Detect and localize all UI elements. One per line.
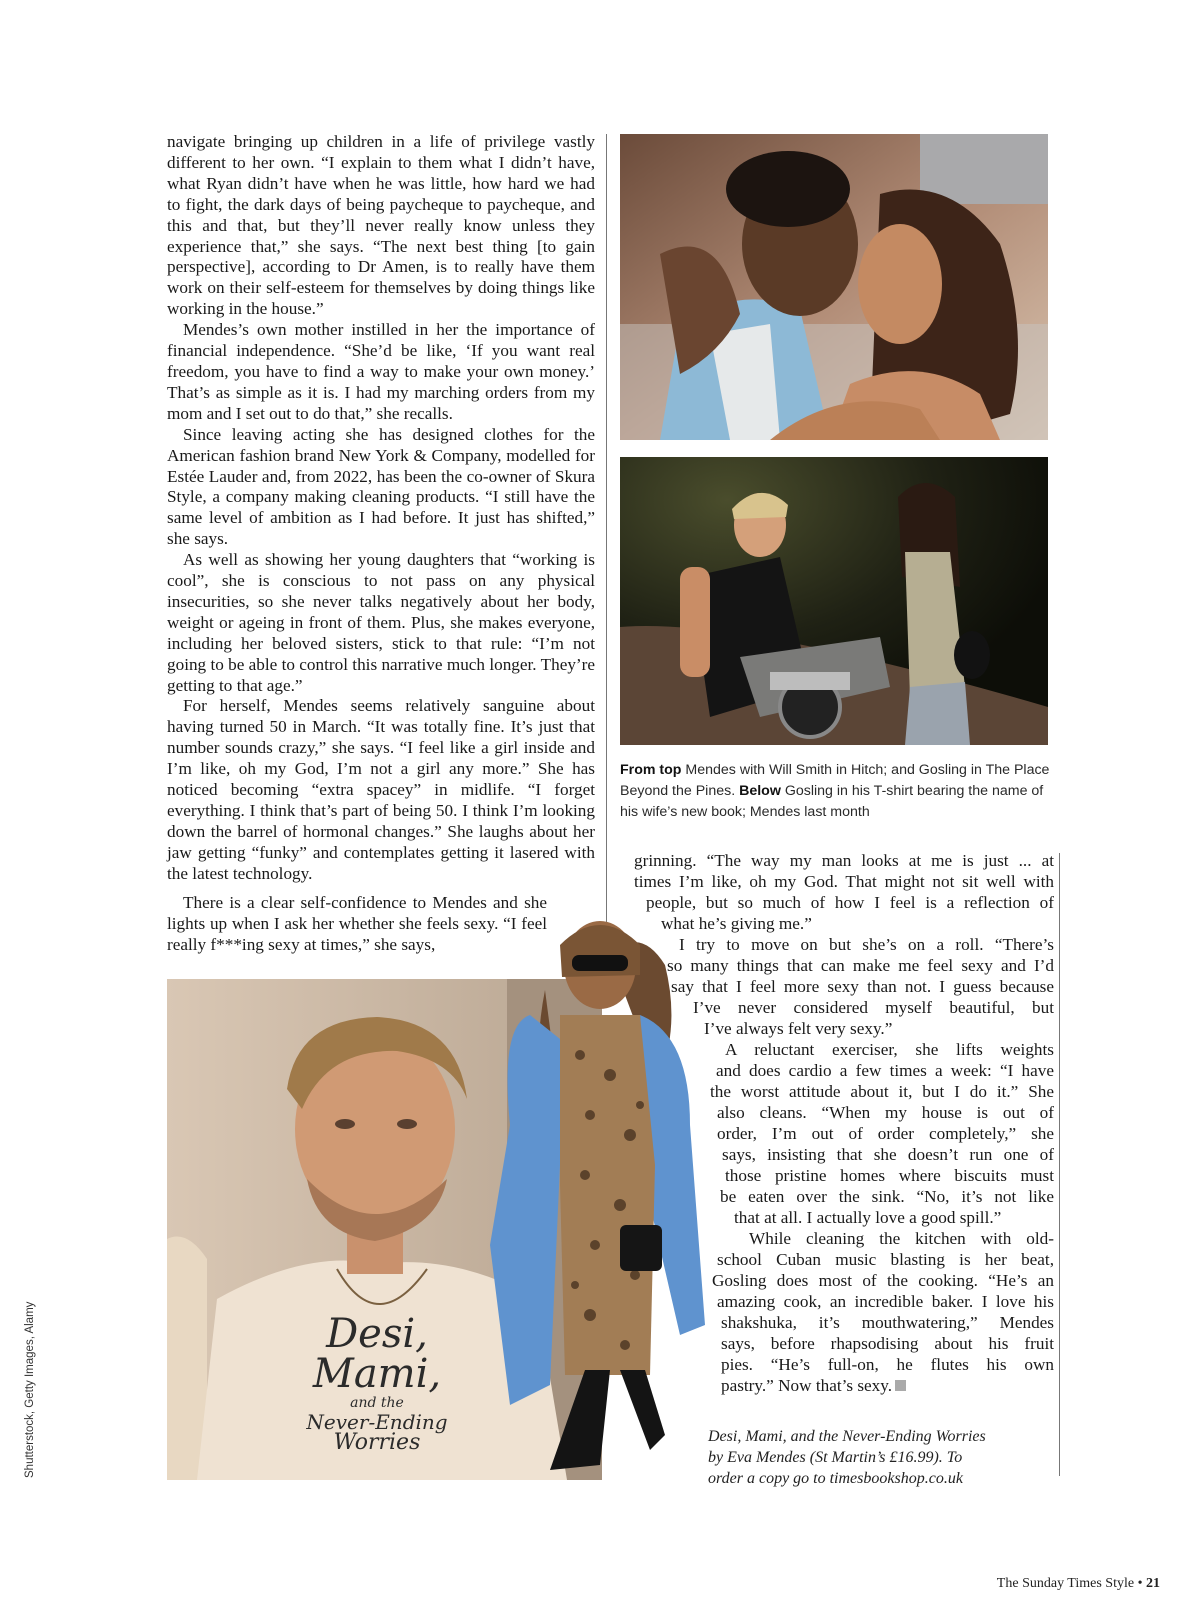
article-line: I try to move on but she’s on a roll. “There’s [679, 935, 1054, 954]
caption-lead: From top [620, 762, 682, 778]
article-line: Gosling does most of the cooking. “He’s an [712, 1271, 1054, 1290]
article-line: that at all. I actually love a good spill.” [734, 1208, 1002, 1227]
article-paragraph: As well as showing her young daughters that “working is cool”, she is conscious to not pass on any physical insecurities, so she never talks negatively about her body, weight or ageing in front of them. Plus, she makes everyone, including her beloved sisters, stick to that rule: “I’m not going to be able to control this narrative much longer. They’re getting to that age.” [167, 550, 595, 695]
article-paragraph: Since leaving acting she has designed clothes for the American fashion brand New York & Company, modelled for Estée Lauder and, from 2022, has been the co-owner of Skura Style, a company making cleaning products. “I still have the same level of ambition as I had before. It just has shifted,” she says. [167, 424, 595, 549]
article-line: those pristine homes where biscuits must [725, 1166, 1054, 1185]
tshirt-line: and the [350, 1395, 404, 1411]
publication-name: The Sunday Times Style [996, 1576, 1135, 1591]
article-paragraph: For herself, Mendes seems relatively sanguine about having turned 50 in March. “It was totally fine. It’s just that number sounds crazy,” she says. “I feel like a girl inside and I’m like, oh my God, I’m not a girl any more.” She has noticed becoming “extra spacey” in midlife. “I forget everything. I think that’s part of being 50. I think I’m looking down the barrel of hormonal changes.” She laughs about her jaw getting “funky” and contemplates getting it lasered with the latest technology. [167, 696, 595, 883]
article-line: say that I feel more sexy than not. I guess because [671, 977, 1054, 996]
article-line: shakshuka, it’s mouthwatering,” Mendes [721, 1313, 1054, 1332]
article-line: A reluctant exerciser, she lifts weights [725, 1040, 1054, 1059]
article-line: I’ve never considered myself beautiful, but [693, 998, 1054, 1017]
tshirt-print [297, 1311, 457, 1455]
article-line: also cleans. “When my house is out of [717, 1103, 1054, 1122]
article-line: the worst attitude about it, but I do it.” She [710, 1082, 1054, 1101]
column-rule-left [606, 134, 607, 950]
article-line: be eaten over the sink. “No, it’s not like [720, 1187, 1054, 1206]
article-line: and does cardio a few times a week: “I have [716, 1061, 1054, 1080]
photo-hitch-illustration [620, 134, 1048, 440]
book-info-line: order a copy go to timesbookshop.co.uk [708, 1470, 963, 1487]
caption-text: Mendes with Will Smith in Hitch; and Gosling in The Place Beyond the Pines. [620, 762, 1050, 799]
book-info-line: by Eva Mendes (St Martin’s £16.99). To [708, 1449, 963, 1466]
article-line: so many things that can make me feel sexy and I’d [667, 956, 1054, 975]
article-line: school Cuban music blasting is her beat, [717, 1250, 1054, 1269]
tshirt-line: Worries [333, 1430, 421, 1455]
article-line: times I’m like, oh my God. That might not sit well with [634, 872, 1054, 891]
book-info [708, 1426, 1038, 1489]
article-paragraph: navigate bringing up children in a life of privilege vastly different to her own. “I explain to them what I didn’t have, what Ryan didn’t have when he was little, how hard we had to fight, the dark days of being paycheque to paycheque, and this and that, but they’ll never really know unless they experience that,” she says. “The next best thing [to gain perspective], according to Dr Amen, is to really have them work on their self-esteem for themselves by doing things like working in the house.” [167, 132, 595, 319]
article-line: amazing cook, an incredible baker. I love his [717, 1292, 1054, 1311]
article-paragraph: Mendes’s own mother instilled in her the importance of financial independence. “She’d be like, ‘If you want real freedom, you have to find a way to make your own money.’ That’s as simple as it is. I had my marching orders from my mom and I set out to do that,” she recalls. [167, 320, 595, 423]
article-line: While cleaning the kitchen with old- [749, 1229, 1054, 1248]
book-info-line: Desi, Mami, and the Never-Ending Worries [708, 1428, 986, 1445]
article-line: order, I’m out of order completely,” she [717, 1124, 1054, 1143]
article-line: what he’s giving me.” [661, 914, 812, 933]
column-rule-right [1059, 853, 1060, 1476]
article-line-last [721, 1376, 1054, 1397]
article-line: says, insisting that she doesn’t run one of [722, 1145, 1054, 1164]
article-line-text: pastry.” Now that’s sexy. [721, 1376, 893, 1395]
caption-lead: Below [739, 783, 781, 799]
end-mark-icon [895, 1380, 906, 1391]
tshirt-line: Never-Ending [306, 1410, 448, 1434]
page-number: 21 [1146, 1576, 1160, 1591]
article-line: pies. “He’s full-on, he flutes his own [721, 1355, 1054, 1374]
photo-place-beyond-the-pines [620, 457, 1048, 745]
tshirt-line: Mami, [312, 1351, 442, 1397]
caption-text: Gosling in his T-shirt bearing the name of his wife’s new book; Mendes last month [620, 783, 1044, 820]
photo-credit: Shutterstock, Getty Images, Alamy [24, 1301, 36, 1478]
article-line: I’ve always felt very sexy.” [704, 1019, 893, 1038]
photo-pines-illustration [620, 457, 1048, 745]
article-line: grinning. “The way my man looks at me is just ... at [634, 851, 1054, 870]
photo-caption [620, 760, 1060, 823]
article-line: says, before rhapsodising about his fruit [721, 1334, 1054, 1353]
article-paragraph: There is a clear self-confidence to Mendes and she lights up when I ask her whether she feels sexy. “I feel really f***ing sexy at times,” she says, [167, 893, 547, 954]
tshirt-line: Desi, [326, 1311, 428, 1357]
footer-separator: • [1137, 1576, 1143, 1591]
page-footer [997, 1576, 1160, 1592]
article-column-left [167, 132, 595, 885]
photo-hitch [620, 134, 1048, 440]
article-line: people, but so much of how I feel is a reflection of [646, 893, 1054, 912]
